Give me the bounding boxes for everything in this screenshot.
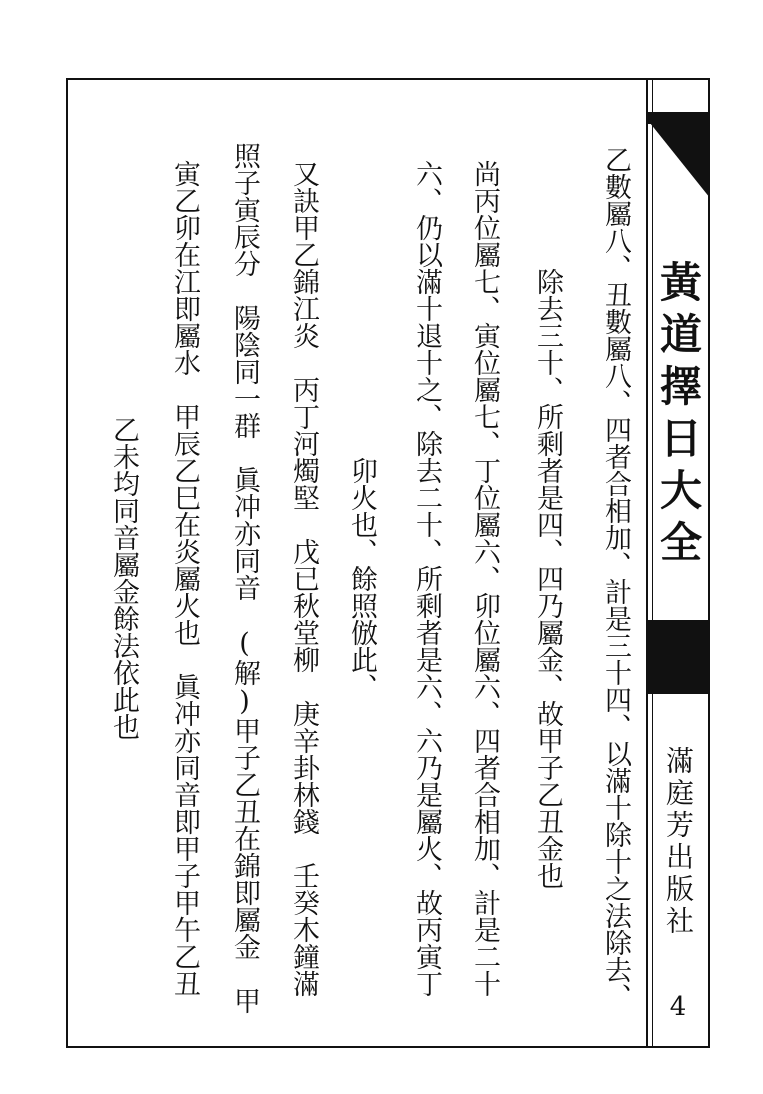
text-column-9: 乙未均同音屬金餘法依此也 bbox=[108, 416, 139, 740]
side-black-block bbox=[646, 620, 710, 694]
page-number: 4 bbox=[669, 992, 687, 1022]
book-title: 黃道擇日大全 bbox=[654, 260, 703, 572]
text-column-2: 除去三十、所剩者是四、四乃屬金、故甲子乙丑金也 bbox=[532, 267, 563, 889]
publisher-name: 滿庭芳出版社 bbox=[662, 746, 695, 938]
text-column-8: 寅乙卯在江即屬水 甲辰乙巳在炎屬火也 眞冲亦同音即甲子甲午乙丑 bbox=[169, 159, 200, 997]
text-column-1: 乙數屬八、丑數屬八、四者合相加、計是三十四、以滿十除十之法除去、 bbox=[600, 146, 631, 1010]
text-column-7: 照子寅辰分 陽陰同一群 眞冲亦同音 (解)甲子乙丑在錦即屬金 甲 bbox=[229, 142, 260, 1014]
text-column-6: 又訣甲乙錦江炎 丙丁河燭堅 戊已秋堂柳 庚辛卦林錢 壬癸木鐘滿 bbox=[288, 159, 319, 997]
text-column-5: 卯火也、餘照倣此、 bbox=[346, 456, 377, 700]
text-column-3: 尚丙位屬七、寅位屬七、丁位屬六、卯位屬六、四者合相加、計是二十 bbox=[469, 159, 500, 997]
text-column-4: 六、仍以滿十退十之、除去二十、所剩者是六、六乃是屬火、故丙寅丁 bbox=[411, 159, 442, 997]
